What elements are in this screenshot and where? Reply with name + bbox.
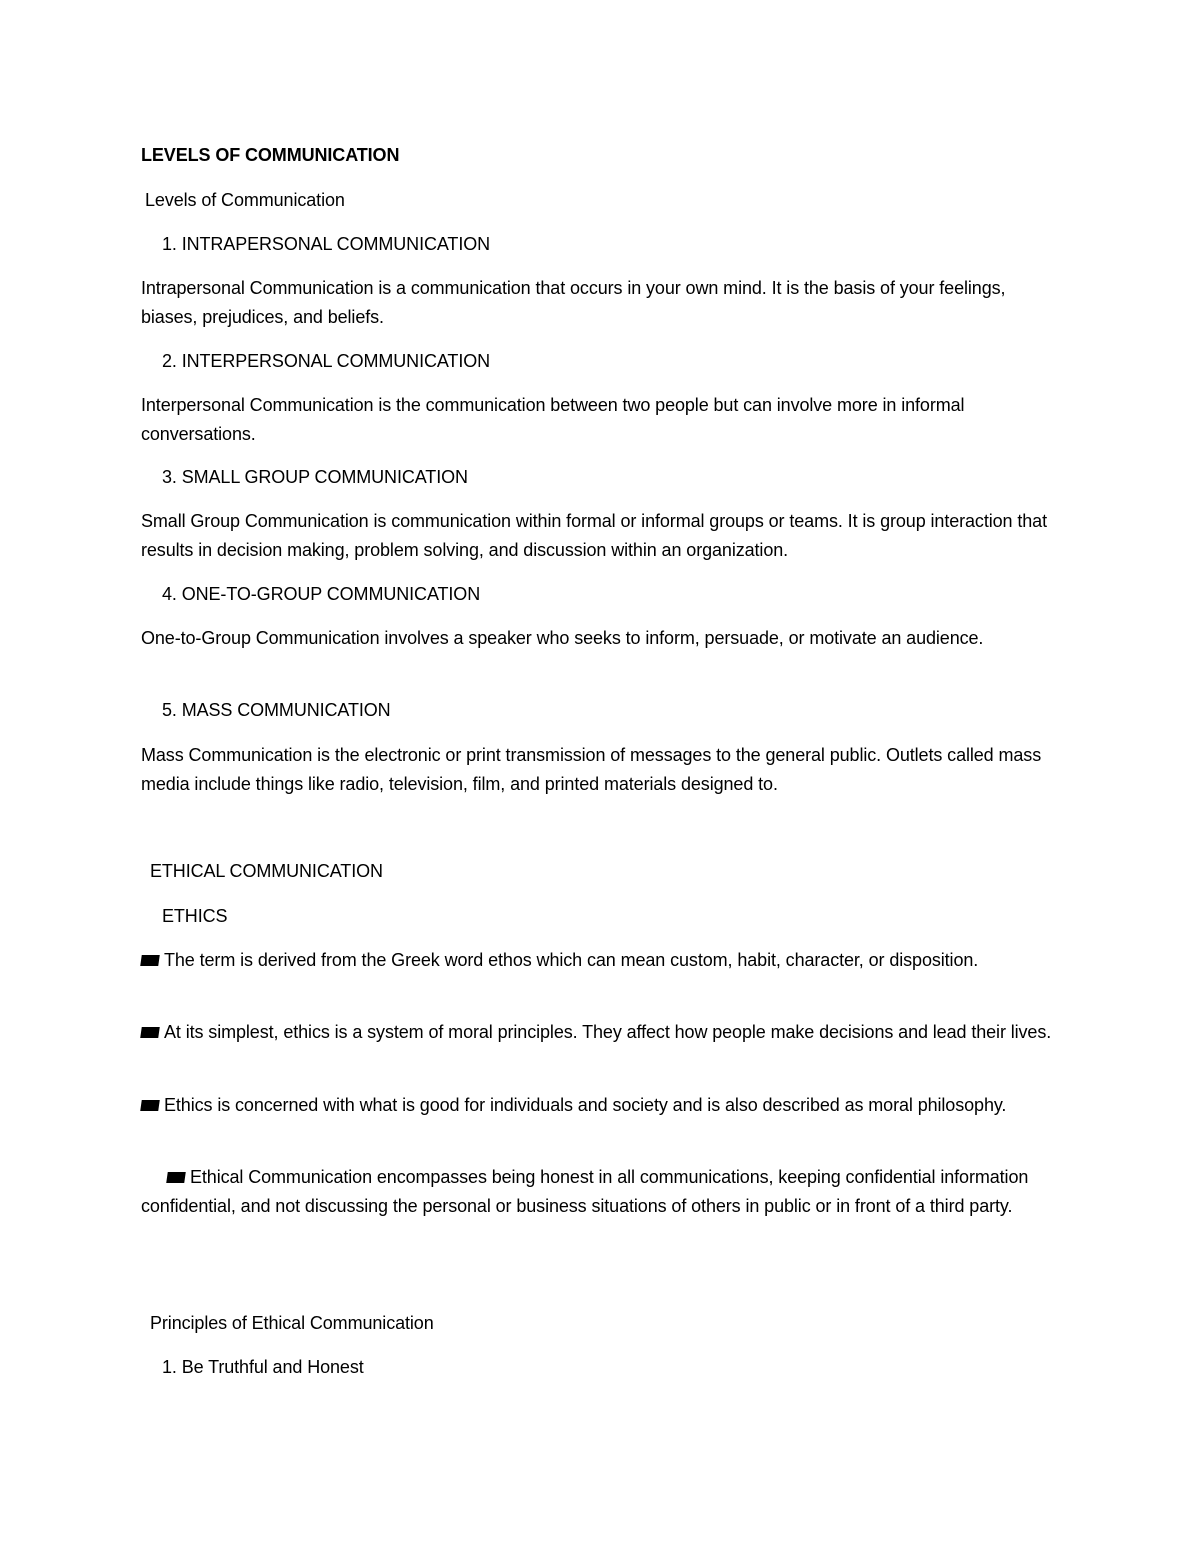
square-bullet-icon [140, 1027, 160, 1038]
ethics-subheading: ETHICS [162, 906, 228, 926]
level-description: Intrapersonal Communication is a communication that occurs in your own mind. It is the basis of your feelings, biases, prejudices, and beliefs. [141, 278, 1006, 327]
level-description: One-to-Group Communication involves a speaker who seeks to inform, persuade, or motivate an audience. [141, 628, 984, 648]
ethics-bullet-item [141, 946, 1061, 975]
ethics-bullet-item [141, 1163, 1061, 1221]
ethics-bullet-item [141, 1091, 1061, 1120]
document-title: LEVELS OF COMMUNICATION [141, 145, 400, 165]
level-description: Interpersonal Communication is the communication between two people but can involve more in informal conversations. [141, 395, 965, 444]
level-heading: 1. INTRAPERSONAL COMMUNICATION [162, 234, 491, 254]
ethics-bullet-text: At its simplest, ethics is a system of moral principles. They affect how people make decisions and lead their lives. [164, 1022, 1052, 1042]
ethics-bullet-item [141, 1018, 1061, 1047]
level-description: Small Group Communication is communication within formal or informal groups or teams. It is group interaction that results in decision making, problem solving, and discussion within an organization. [141, 511, 1047, 560]
document-subtitle: Levels of Communication [145, 190, 345, 210]
level-heading: 3. SMALL GROUP COMMUNICATION [162, 467, 468, 487]
principle-item: 1. Be Truthful and Honest [162, 1357, 364, 1377]
ethical-heading: ETHICAL COMMUNICATION [150, 861, 383, 881]
ethics-bullet-text: Ethics is concerned with what is good for individuals and society and is also described as moral philosophy. [164, 1095, 1007, 1115]
square-bullet-icon [166, 1172, 186, 1183]
principles-heading: Principles of Ethical Communication [150, 1313, 434, 1333]
ethics-bullet-text: Ethical Communication encompasses being honest in all communications, keeping confidential information confidential, and not discussing the personal or business situations of others in public or in front of a third party. [141, 1167, 1029, 1216]
level-heading: 5. MASS COMMUNICATION [162, 700, 391, 720]
ethics-bullet-text: The term is derived from the Greek word ethos which can mean custom, habit, character, or disposition. [164, 950, 979, 970]
level-description: Mass Communication is the electronic or print transmission of messages to the general public. Outlets called mass media include things like radio, television, film, and printed materials designed to. [141, 745, 1042, 794]
square-bullet-icon [140, 1100, 160, 1111]
level-heading: 2. INTERPERSONAL COMMUNICATION [162, 351, 491, 371]
square-bullet-icon [140, 955, 160, 966]
level-heading: 4. ONE-TO-GROUP COMMUNICATION [162, 584, 481, 604]
